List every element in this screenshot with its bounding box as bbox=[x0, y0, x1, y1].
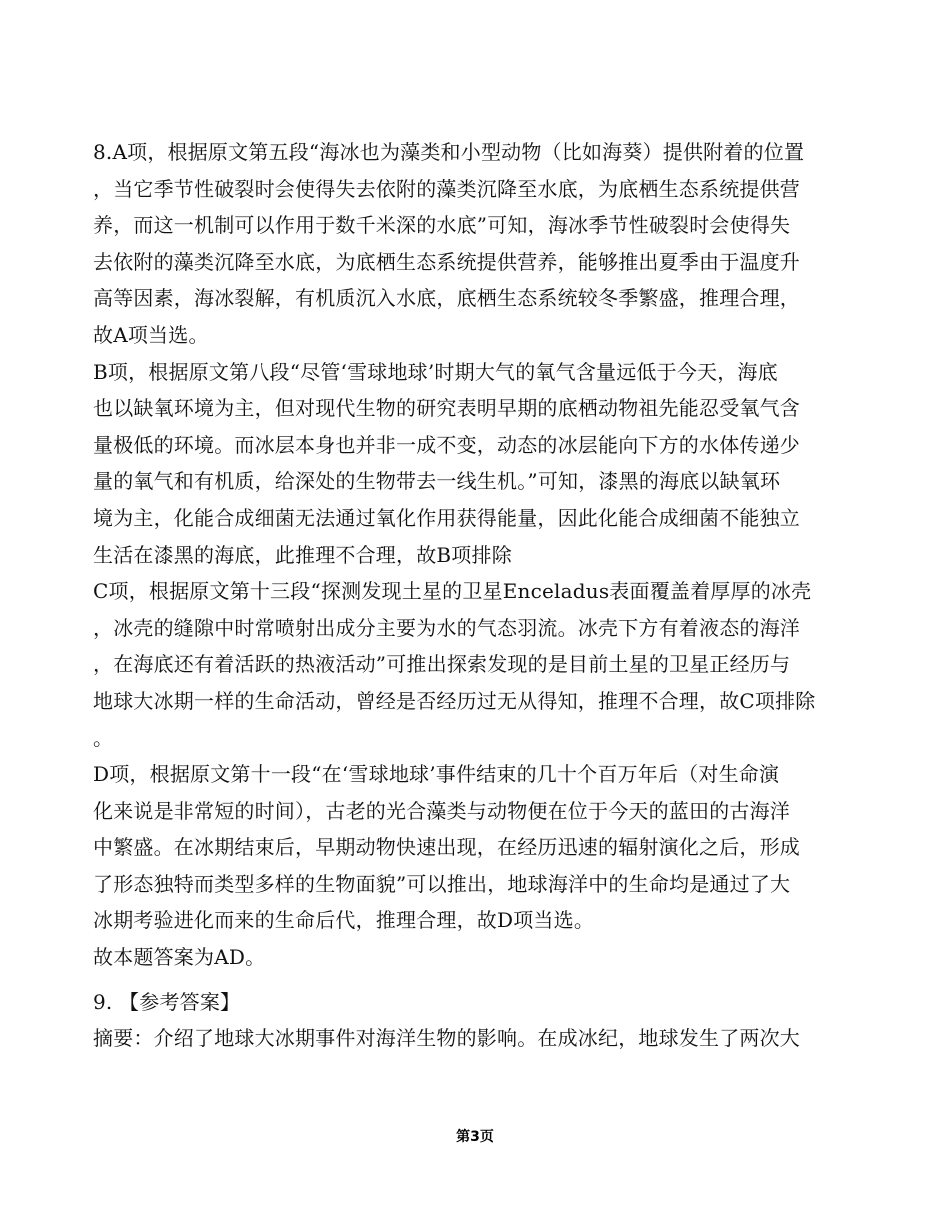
paragraph-gap bbox=[93, 976, 875, 984]
text-line: 冰期考验进化而来的生命后代，推理合理，故D项当选。 bbox=[93, 908, 595, 933]
text-line: 中繁盛。在冰期结束后，早期动物快速出现，在经历迅速的辐射演化之后，形成 bbox=[93, 835, 800, 860]
text-line: 也以缺氧环境为主，但对现代生物的研究表明早期的底栖动物祖先能忍受氧气含 bbox=[93, 396, 800, 421]
page-number: 第3页 bbox=[456, 1129, 494, 1145]
text-line: 量极低的环境。而冰层本身也并非一成不变，动态的冰层能向下方的水体传递少 bbox=[93, 432, 800, 457]
document-body bbox=[93, 134, 875, 1057]
text-line: 摘要：介绍了地球大冰期事件对海洋生物的影响。在成冰纪，地球发生了两次大 bbox=[93, 1026, 800, 1051]
text-line: 化来说是非常短的时间），古老的光合藻类与动物便在位于今天的蓝田的古海洋 bbox=[93, 798, 790, 823]
text-line: C项，根据原文第十三段“探测发现土星的卫星Enceladus表面覆盖着厚厚的冰壳 bbox=[93, 579, 812, 604]
text-line: 生活在漆黑的海底，此推理不合理，故B项排除 bbox=[93, 542, 512, 567]
text-line: 了形态独特而类型多样的生物面貌”可以推出，地球海洋中的生命均是通过了大 bbox=[93, 871, 791, 896]
text-line: ，在海底还有着活跃的热液活动”可推出探索发现的是目前土星的卫星正经历与 bbox=[93, 652, 791, 677]
text-line: 地球大冰期一样的生命活动，曾经是否经历过无从得知，推理不合理，故C项排除 bbox=[93, 688, 816, 713]
question-heading: 9. 【参考答案】 bbox=[93, 989, 241, 1014]
text-line: B项，根据原文第八段“尽管‘雪球地球’时期大气的氧气含量远低于今天，海底 bbox=[93, 359, 778, 384]
text-line: 养，而这一机制可以作用于数千米深的水底”可知，海冰季节性破裂时会使得失 bbox=[93, 213, 791, 238]
text-line: D项，根据原文第十一段“在‘雪球地球’事件结束的几十个百万年后（对生命演 bbox=[93, 762, 780, 787]
text-line: 高等因素，海冰裂解，有机质沉入水底，底栖生态系统较冬季繁盛，推理合理， bbox=[93, 286, 800, 311]
answer-line: 故本题答案为AD。 bbox=[93, 945, 266, 970]
text-line: 。 bbox=[93, 725, 114, 750]
text-line: ，冰壳的缝隙中时常喷射出成分主要为水的气态羽流。冰壳下方有着液态的海洋 bbox=[93, 615, 800, 640]
text-line: 故A项当选。 bbox=[93, 322, 209, 347]
text-line: ，当它季节性破裂时会使得失去依附的藻类沉降至水底，为底栖生态系统提供营 bbox=[93, 176, 800, 201]
text-line: 8.A项，根据原文第五段“海冰也为藻类和小型动物（比如海葵）提供附着的位置 bbox=[93, 140, 805, 164]
text-line: 量的氧气和有机质，给深处的生物带去一线生机。”可知，漆黑的海底以缺氧环 bbox=[93, 469, 781, 494]
text-line: 去依附的藻类沉降至水底，为底栖生态系统提供营养，能够推出夏季由于温度升 bbox=[93, 249, 800, 274]
text-line: 境为主，化能合成细菌无法通过氧化作用获得能量，因此化能合成细菌不能独立 bbox=[93, 505, 800, 530]
